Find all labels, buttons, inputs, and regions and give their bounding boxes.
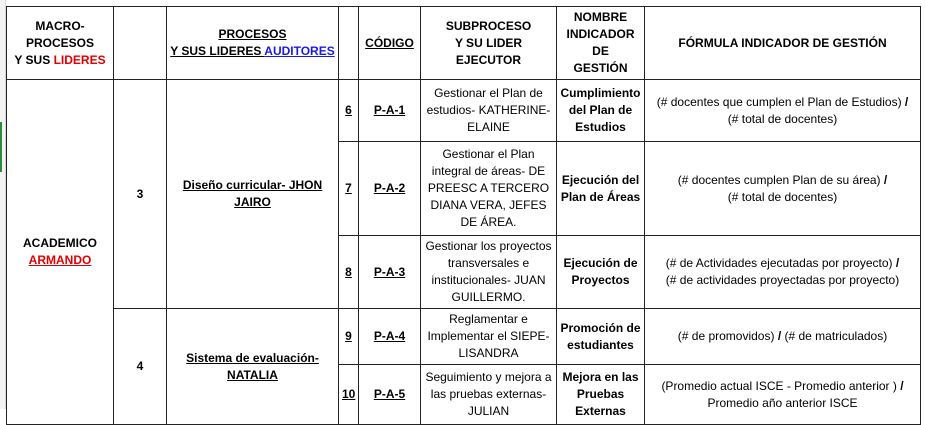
- header-nombre-line3: GESTIÓN: [573, 61, 628, 75]
- header-subproceso-line2: Y SU LIDER EJECUTOR: [454, 35, 523, 67]
- header-row: [7, 7, 921, 80]
- subprocess-cell: Seguimiento y mejora a las pruebas externas- JULIAN: [421, 365, 557, 425]
- formula-numerator: (# de promovidos): [677, 329, 775, 343]
- table-row: [7, 309, 921, 365]
- formula-operator: /: [896, 378, 904, 393]
- formula-numerator: (# docentes que cumplen el Plan de Estudios): [656, 94, 902, 109]
- macroprocess-cell: [7, 80, 114, 425]
- formula-numerator: (# de Actividades ejecutadas por proyecto): [665, 256, 893, 270]
- header-nombre-indicador: [557, 7, 645, 80]
- table-row: [7, 80, 921, 142]
- formula-operator: /: [892, 256, 900, 270]
- formula-cell: [645, 309, 921, 365]
- header-procesos-auditores: AUDITORES: [264, 44, 335, 58]
- indicator-name: Mejora en las Pruebas Externas: [557, 365, 645, 425]
- process-code: P-A-1: [359, 80, 421, 142]
- header-macroprocesos: [7, 7, 114, 80]
- formula-cell: [645, 236, 921, 309]
- group-number: 4: [114, 309, 167, 425]
- formula-operator: /: [774, 329, 785, 343]
- row-index: 9: [339, 309, 359, 365]
- header-macro-line2: PROCESOS: [25, 35, 94, 50]
- process-code: P-A-3: [359, 236, 421, 309]
- header-macro-line3: Y SUS: [14, 52, 54, 67]
- subprocess-cell: Gestionar el Plan integral de áreas- DE PREESC A TERCERO DIANA VERA, JEFES DE ÁREA.: [421, 142, 557, 236]
- formula-cell: [645, 80, 921, 142]
- formula-denominator: (# de matriculados): [784, 329, 888, 343]
- header-formula-label: FÓRMULA INDICADOR DE GESTIÓN: [678, 35, 887, 50]
- formula-operator: /: [880, 172, 888, 187]
- subprocess-cell: Reglamentar e Implementar el SIEPE-LISANDRA: [421, 309, 557, 365]
- process-table: [6, 6, 921, 425]
- header-procesos-line2: Y SUS LIDERES: [170, 44, 265, 58]
- row-index: 7: [339, 142, 359, 236]
- indicator-name: Cumplimiento del Plan de Estudios: [557, 80, 645, 142]
- formula-denominator: (# total de docentes): [727, 111, 838, 126]
- row-index: 6: [339, 80, 359, 142]
- formula-denominator: (# total de docentes): [727, 189, 838, 204]
- header-codigo-label: CÓDIGO: [365, 35, 414, 50]
- row-index: 8: [339, 236, 359, 309]
- header-macro-lideres: LIDERES: [53, 52, 106, 67]
- macroprocess-leader: ARMANDO: [28, 253, 92, 267]
- formula-cell: [645, 142, 921, 236]
- indicator-name: Ejecución de Proyectos: [557, 236, 645, 309]
- formula-operator: /: [901, 94, 909, 109]
- header-blank-index: [339, 7, 359, 80]
- row-index: 10: [339, 365, 359, 425]
- process-code: P-A-5: [359, 365, 421, 425]
- macroprocess-name: ACADEMICO: [23, 236, 97, 250]
- formula-cell: [645, 365, 921, 425]
- header-subproceso-line1: SUBPROCESO: [445, 18, 532, 33]
- indicator-name: Ejecución del Plan de Áreas: [557, 142, 645, 236]
- process-code: P-A-4: [359, 309, 421, 365]
- subprocess-cell: Gestionar los proyectos transversales e institucionales- JUAN GUILLERMO.: [421, 236, 557, 309]
- header-blank-number: [114, 7, 167, 80]
- header-nombre-line2: INDICADOR DE: [566, 27, 635, 58]
- process-name: Diseño curricular- JHON JAIRO: [182, 178, 323, 209]
- header-procesos: [167, 7, 339, 80]
- header-nombre-line1: NOMBRE: [573, 10, 628, 24]
- formula-numerator: (# docentes cumplen Plan de su área): [677, 172, 881, 187]
- header-formula: [645, 7, 921, 80]
- process-cell: [167, 309, 339, 425]
- process-cell: [167, 80, 339, 309]
- formula-numerator: (Promedio actual ISCE - Promedio anterior ): [661, 378, 897, 393]
- group-number: 3: [114, 80, 167, 309]
- subprocess-cell: Gestionar el Plan de estudios- KATHERINE-ELAINE: [421, 80, 557, 142]
- process-name: Sistema de evaluación- NATALIA: [186, 350, 319, 382]
- indicator-name: Promoción de estudiantes: [557, 309, 645, 365]
- formula-denominator: Promedio año anterior ISCE: [707, 395, 858, 410]
- header-macro-line1: MACRO-: [35, 18, 85, 33]
- formula-denominator: (# de actividades proyectadas por proyecto): [665, 273, 900, 287]
- process-code: P-A-2: [359, 142, 421, 236]
- header-codigo: [359, 7, 421, 80]
- header-procesos-line1: PROCESOS: [218, 27, 287, 41]
- selection-marker: [0, 122, 2, 172]
- header-subproceso: [421, 7, 557, 80]
